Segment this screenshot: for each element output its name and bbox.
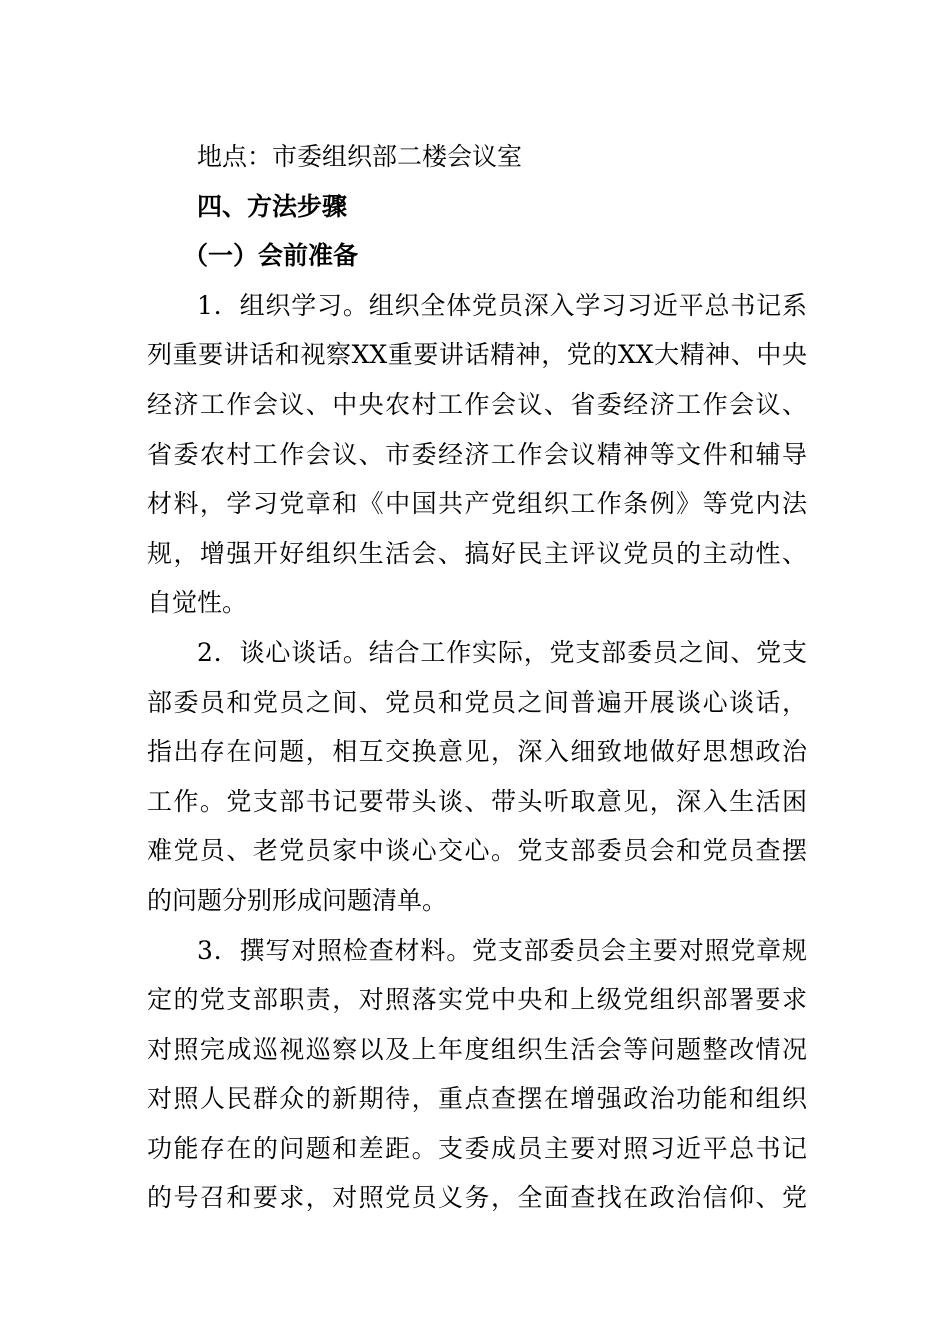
paragraph-line: 材料，学习党章和《中国共产党组织工作条例》等党内法 [147, 489, 807, 519]
paragraph-line: 经济工作会议、中央农村工作会议、省委经济工作会议、 [147, 389, 807, 419]
location-line: 地点：市委组织部二楼会议室 [197, 142, 523, 171]
paragraph-heart-to-heart-talks [147, 628, 807, 926]
paragraph-line: 功能存在的问题和差距。支委成员主要对照习近平总书记 [147, 1133, 807, 1163]
paragraph-line: 省委农村工作会议、市委经济工作会议精神等文件和辅导 [147, 439, 807, 469]
paragraph-line: 对照人民群众的新期待，重点查摆在增强政治功能和组织 [147, 1084, 807, 1114]
paragraph-line: 列重要讲话和视察XX重要讲话精神，党的XX大精神、中央 [147, 340, 807, 370]
paragraph-write-review-materials [147, 926, 807, 1224]
paragraph-line: 的问题分别形成问题清单。 [147, 885, 448, 915]
paragraph-line: 2．谈心谈话。结合工作实际，党支部委员之间、党支 [197, 637, 807, 667]
section-heading: 四、方法步骤 [197, 191, 348, 221]
paragraph-line: 部委员和党员之间、党员和党员之间普遍开展谈心谈话， [147, 687, 807, 717]
paragraph-line: 难党员、老党员家中谈心交心。党支部委员会和党员查摆 [147, 836, 807, 866]
paragraph-line: 定的党支部职责，对照落实党中央和上级党组织部署要求 [147, 985, 807, 1015]
paragraph-line: 指出存在问题，相互交换意见，深入细致地做好思想政治 [147, 737, 807, 767]
paragraph-line: 对照完成巡视巡察以及上年度组织生活会等问题整改情况 [147, 1034, 807, 1064]
paragraph-line: 的号召和要求，对照党员义务，全面查找在政治信仰、党 [147, 1183, 807, 1213]
paragraph-line: 1．组织学习。组织全体党员深入学习习近平总书记系 [197, 290, 807, 320]
paragraph-organize-study [147, 281, 807, 628]
paragraph-line: 自觉性。 [147, 588, 248, 618]
subsection-heading: （一）会前准备 [183, 241, 359, 271]
paragraph-line: 工作。党支部书记要带头谈、带头听取意见，深入生活困 [147, 786, 807, 816]
paragraph-line: 3．撰写对照检查材料。党支部委员会主要对照党章规 [197, 935, 807, 965]
paragraph-line: 规，增强开好组织生活会、搞好民主评议党员的主动性、 [147, 538, 807, 568]
document-body [147, 132, 807, 1223]
